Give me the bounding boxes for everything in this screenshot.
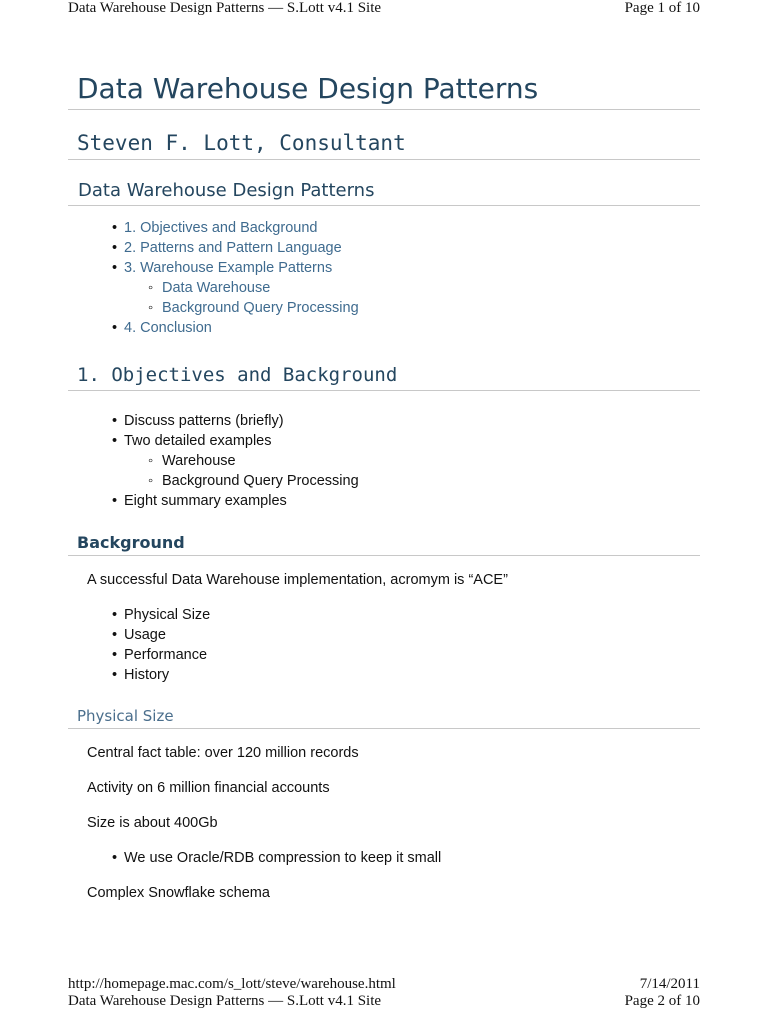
header-site-title: Data Warehouse Design Patterns — S.Lott v4.1 Site [68,0,382,16]
toc-subitem [162,278,700,298]
objectives-heading: 1. Objectives and Background [68,364,700,391]
list-item-label: Two detailed examples [124,433,272,449]
footer-page-number: Page 2 of 10 [624,993,700,1009]
document-title: Data Warehouse Design Patterns [68,62,700,110]
toc-link-examples[interactable]: 3. Warehouse Example Patterns [124,260,333,276]
paragraph: Size is about 400Gb [87,815,218,831]
print-footer [68,976,700,1016]
compression-list [68,848,700,868]
toc-link-background-query[interactable]: Background Query Processing [162,300,359,316]
toc-item [124,318,700,338]
toc-item [124,218,700,238]
paragraph: Activity on 6 million financial accounts [87,780,330,796]
header-page-number: Page 1 of 10 [624,0,700,16]
toc-link-objectives[interactable]: 1. Objectives and Background [124,220,318,236]
toc-item [124,238,700,258]
list-item: • Discuss patterns (briefly) [124,411,700,431]
toc-link-patterns[interactable]: 2. Patterns and Pattern Language [124,240,342,256]
background-intro: A successful Data Warehouse implementation, acromym is “ACE” [87,572,508,588]
list-item: • History [124,665,700,685]
background-heading: Background [68,533,700,556]
footer-site-title: Data Warehouse Design Patterns — S.Lott v4.1 Site [68,993,382,1009]
print-header [68,0,700,20]
list-item: • Physical Size [124,605,700,625]
document-body [68,62,700,903]
table-of-contents [68,218,700,338]
toc-item [124,258,700,318]
author-heading: Steven F. Lott, Consultant [68,131,700,160]
toc-subitem [162,298,700,318]
list-subitem: ◦ Warehouse [162,451,700,471]
list-item [124,431,700,491]
list-item: • Eight summary examples [124,491,700,511]
footer-date: 7/14/2011 [639,976,700,992]
objectives-list [68,411,700,511]
background-list [68,605,700,685]
toc-link-conclusion[interactable]: 4. Conclusion [124,320,212,336]
list-item: • Performance [124,645,700,665]
list-item: • Usage [124,625,700,645]
physical-size-heading: Physical Size [68,707,700,729]
paragraph: Complex Snowflake schema [87,885,270,901]
toc-heading: Data Warehouse Design Patterns [68,180,700,206]
list-item: • We use Oracle/RDB compression to keep it small [124,848,700,868]
paragraph: Central fact table: over 120 million records [87,745,359,761]
list-subitem: ◦ Background Query Processing [162,471,700,491]
toc-link-data-warehouse[interactable]: Data Warehouse [162,280,271,296]
footer-url: http://homepage.mac.com/s_lott/steve/warehouse.html [68,976,396,992]
